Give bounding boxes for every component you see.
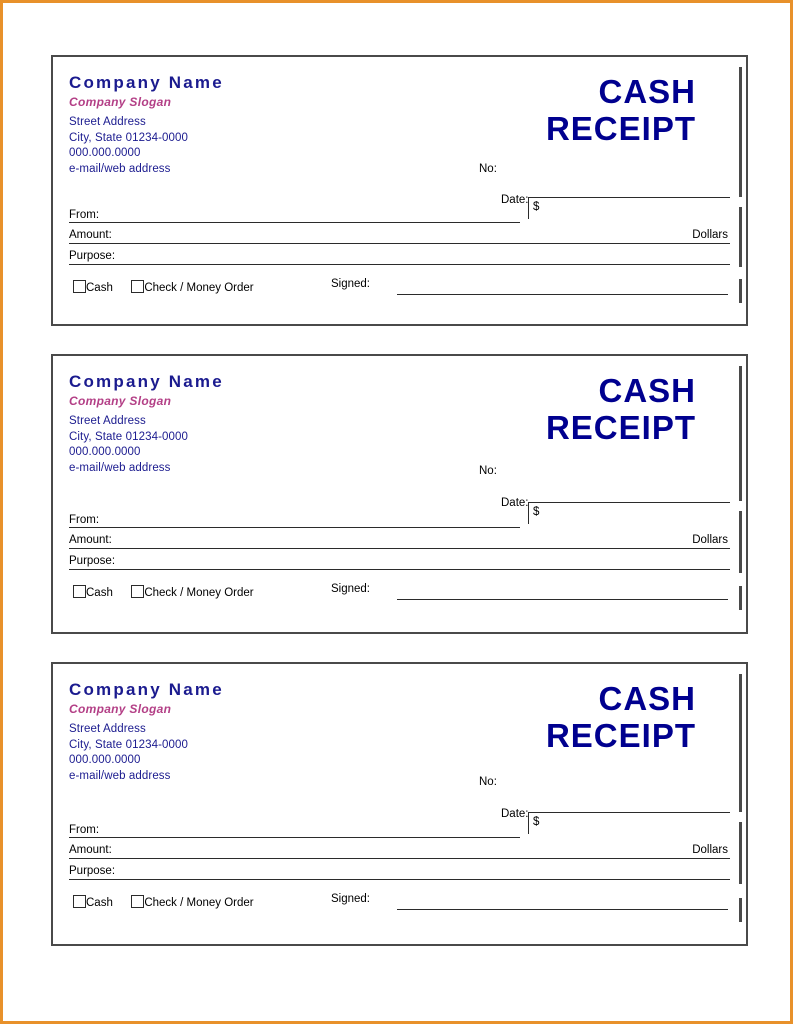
from-row[interactable] [69,814,730,838]
tick-mark-bottom [739,279,742,303]
receipt-sheet [3,3,793,1027]
amount-row[interactable] [69,838,730,859]
receipt-title-line1: CASH [598,680,696,717]
dollars-label: Dollars [692,844,728,856]
receipt-header [69,73,730,206]
cash-receipt-3 [51,662,748,946]
receipt-number-label: No: [479,776,497,788]
city-state-zip: City, State 01234-0000 [69,738,188,751]
cash-checkbox[interactable] [73,585,86,598]
check-label: Check / Money Order [144,587,254,599]
check-checkbox[interactable] [131,895,144,908]
from-row[interactable] [69,199,730,223]
purpose-row[interactable] [69,859,730,880]
cash-label: Cash [86,897,113,909]
dollar-sign: $ [533,201,540,213]
street-address: Street Address [69,723,146,735]
dollars-label: Dollars [692,534,728,546]
amount-box[interactable] [528,197,730,219]
receipt-header [69,680,730,820]
tick-mark-middle [739,207,742,267]
tick-mark-top [739,67,742,197]
check-checkbox[interactable] [131,585,144,598]
receipt-fields [69,814,730,880]
from-label: From: [69,209,100,221]
from-row[interactable] [69,504,730,528]
tick-mark-top [739,674,742,812]
signature-line[interactable] [397,909,728,910]
receipt-footer [69,582,730,604]
check-checkbox[interactable] [131,280,144,293]
signed-label: Signed: [331,893,371,905]
receipt-number-field[interactable] [479,163,497,175]
receipt-footer [69,277,730,299]
purpose-label: Purpose: [69,250,116,262]
purpose-row[interactable] [69,244,730,265]
check-label: Check / Money Order [144,897,254,909]
dollar-sign: $ [533,816,540,828]
tick-mark-middle [739,511,742,573]
receipt-title-line2: RECEIPT [545,717,696,754]
signature-line[interactable] [397,294,728,295]
signed-label: Signed: [331,278,371,290]
phone-number: 000.000.0000 [69,754,141,766]
phone-number: 000.000.0000 [69,147,141,159]
amount-box[interactable] [528,502,730,524]
purpose-row[interactable] [69,549,730,570]
cash-checkbox[interactable] [73,280,86,293]
receipt-title [546,372,696,446]
receipt-number-field[interactable] [479,465,497,477]
receipt-number-label: No: [479,465,497,477]
receipt-title-line2: RECEIPT [545,409,696,446]
payment-method-group [73,278,268,296]
amount-row[interactable] [69,223,730,244]
receipt-fields [69,199,730,265]
amount-label: Amount: [69,534,112,546]
payment-method-group [73,583,268,601]
receipt-date-label: Date: [501,497,529,509]
purpose-label: Purpose: [69,555,116,567]
receipt-footer [69,892,730,914]
tick-mark-top [739,366,742,501]
payment-method-group [73,893,268,911]
dollars-label: Dollars [692,229,728,241]
phone-number: 000.000.0000 [69,446,141,458]
receipt-list [51,51,748,946]
signature-line[interactable] [397,599,728,600]
street-address: Street Address [69,415,146,427]
tick-mark-bottom [739,898,742,922]
company-slogan: Company Slogan [69,394,172,408]
receipt-number-label: No: [479,163,497,175]
receipt-title [546,73,696,147]
company-name: Company Name [69,372,224,391]
signed-label: Signed: [331,583,371,595]
company-slogan: Company Slogan [69,702,172,716]
company-name: Company Name [69,680,224,699]
street-address: Street Address [69,116,146,128]
receipt-date-label: Date: [501,194,529,206]
company-name: Company Name [69,73,224,92]
receipt-fields [69,504,730,570]
cash-receipt-1 [51,55,748,326]
amount-row[interactable] [69,528,730,549]
cash-checkbox[interactable] [73,895,86,908]
from-label: From: [69,514,100,526]
city-state-zip: City, State 01234-0000 [69,131,188,144]
city-state-zip: City, State 01234-0000 [69,430,188,443]
receipt-number-field[interactable] [479,776,497,788]
amount-label: Amount: [69,844,112,856]
check-label: Check / Money Order [144,282,254,294]
cash-label: Cash [86,587,113,599]
email-web-address: e-mail/web address [69,162,171,175]
tick-mark-bottom [739,586,742,610]
purpose-label: Purpose: [69,865,116,877]
cash-label: Cash [86,282,113,294]
receipt-title-line2: RECEIPT [545,110,696,147]
receipt-title [546,680,696,754]
cash-receipt-2 [51,354,748,634]
dollar-sign: $ [533,506,540,518]
company-slogan: Company Slogan [69,95,172,109]
receipt-title-line1: CASH [598,372,696,409]
receipt-header [69,372,730,509]
amount-box[interactable] [528,812,730,834]
from-label: From: [69,824,100,836]
tick-mark-middle [739,822,742,884]
email-web-address: e-mail/web address [69,769,171,782]
receipt-date-label: Date: [501,808,529,820]
receipt-title-line1: CASH [598,73,696,110]
email-web-address: e-mail/web address [69,461,171,474]
amount-label: Amount: [69,229,112,241]
